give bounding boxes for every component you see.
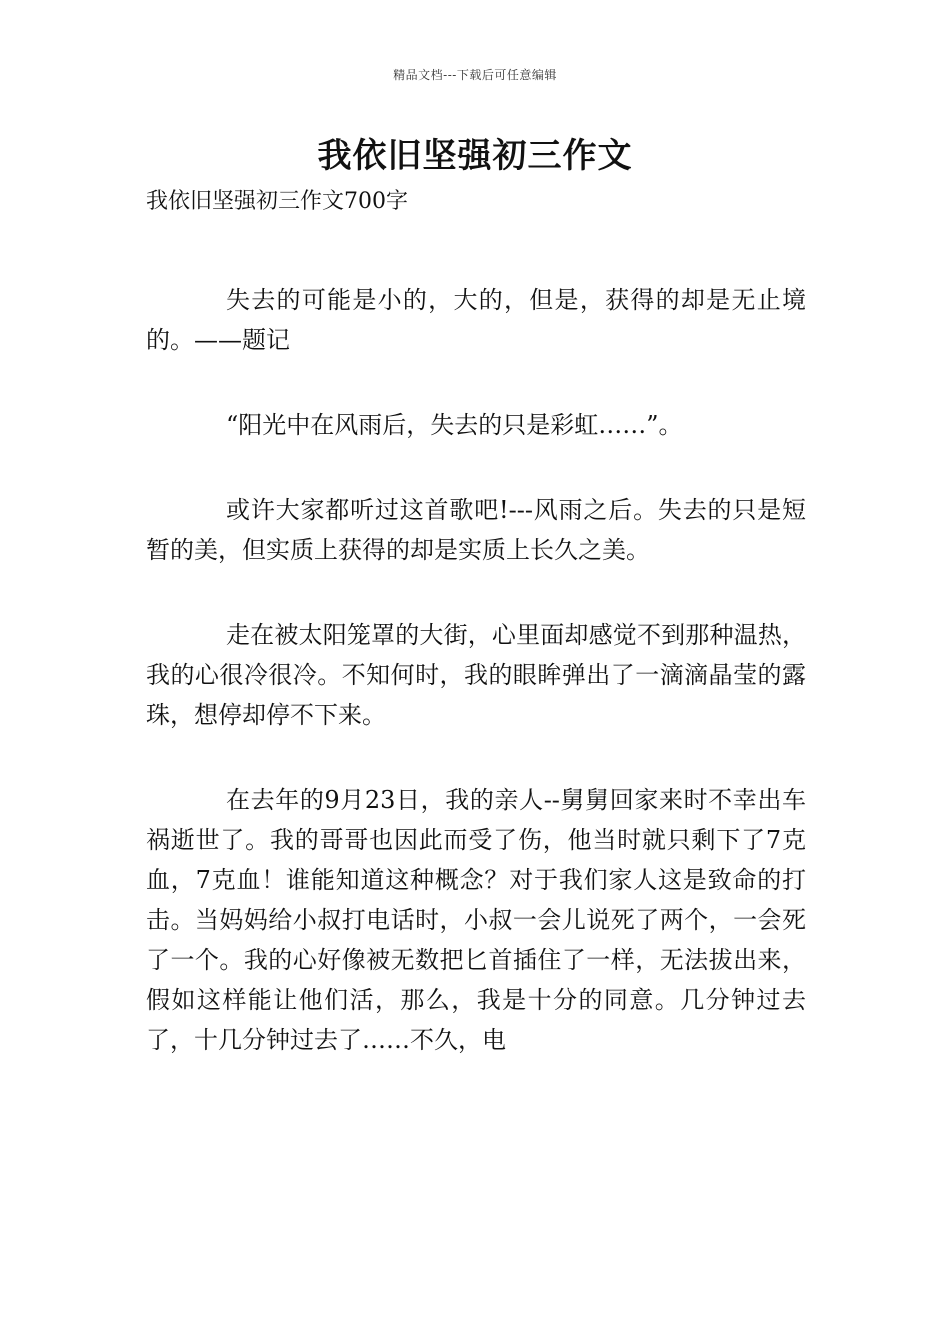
paragraph: 在去年的9月23日，我的亲人--舅舅回家来时不幸出车祸逝世了。我的哥哥也因此而受了伤，他当时就只剩下了7克血，7克血！谁能知道这种概念？对于我们家人这是致命的打击。当妈妈给小叔打电话时，小叔一会儿说死了两个，一会死了一个。我的心好像被无数把匕首插住了一样，无法拔出来，假如这样能让他们活，那么，我是十分的同意。几分钟过去了，十几分钟过去了……不久，电 bbox=[146, 786, 806, 1054]
paragraph: “阳光中在风雨后，失去的只是彩虹……”。 bbox=[226, 411, 683, 439]
header-note: 精品文档---下载后可任意编辑 bbox=[393, 68, 557, 82]
document-body bbox=[146, 280, 806, 1105]
document-subtitle: 我依旧坚强初三作文700字 bbox=[146, 189, 408, 214]
document-title: 我依旧坚强初三作文 bbox=[317, 136, 633, 176]
paragraph: 失去的可能是小的，大的，但是，获得的却是无止境的。——题记 bbox=[146, 286, 806, 354]
paragraph: 走在被太阳笼罩的大街，心里面却感觉不到那种温热，我的心很冷很冷。不知何时，我的眼眸弹出了一滴滴晶莹的露珠，想停却停不下来。 bbox=[146, 621, 806, 729]
paragraph: 或许大家都听过这首歌吧!---风雨之后。失去的只是短暂的美，但实质上获得的却是实质上长久之美。 bbox=[146, 496, 806, 564]
